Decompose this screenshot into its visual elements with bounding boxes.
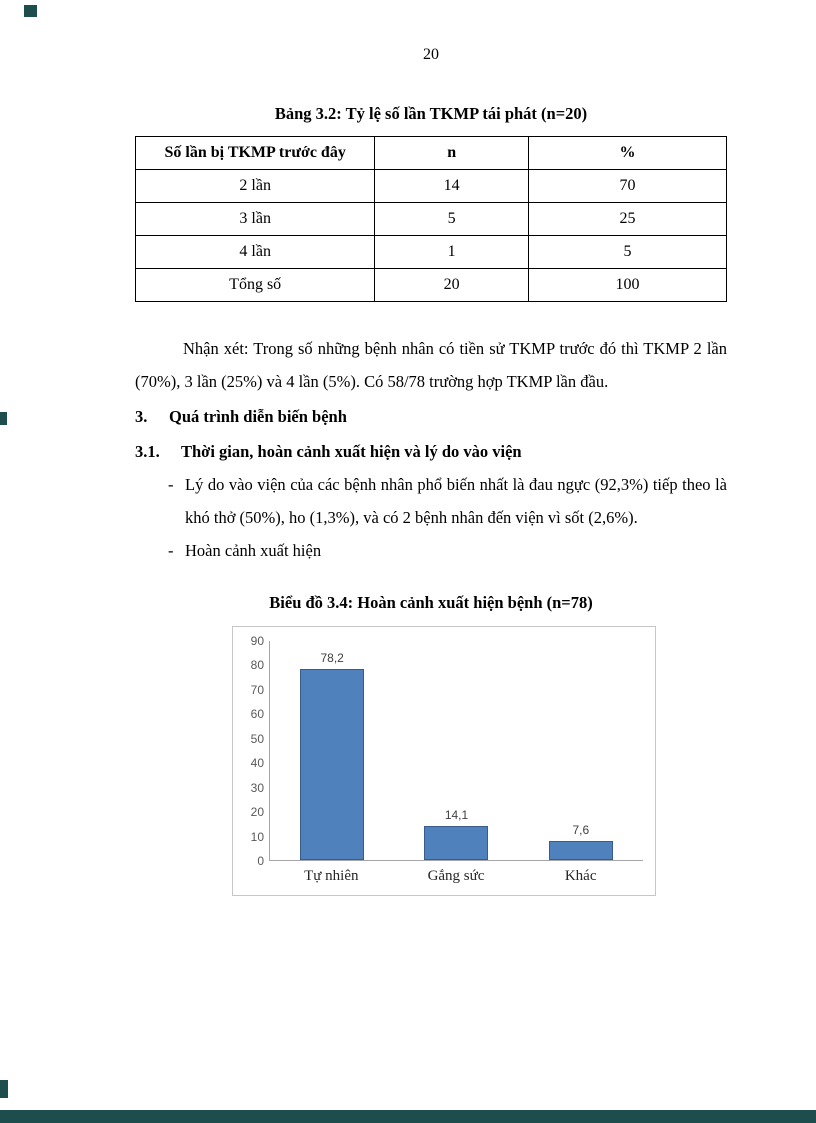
scan-artifact [0,412,7,425]
table-cell: 5 [529,236,727,269]
bar-chart [232,626,656,896]
bar-slot [270,641,394,860]
bullet-list [168,468,727,567]
bullet-dash: - [168,541,174,560]
table-header-row [136,137,727,170]
y-axis-tick-label: 30 [250,780,264,795]
table-header-cell: n [375,137,529,170]
x-axis-labels [269,868,643,885]
bullet-text: Lý do vào viện của các bệnh nhân phổ biến nhất là đau ngực (92,3%) tiếp theo là khó thở (50%), ho (1,3%), và có 2 bệnh nhân đến viện vì sốt (2,6%). [185,475,727,527]
chart-bar [300,669,364,860]
subsection-heading-text: Thời gian, hoàn cảnh xuất hiện và lý do vào viện [181,442,522,461]
table-header-cell: Số lần bị TKMP trước đây [136,137,375,170]
table-cell: 1 [375,236,529,269]
table-row [136,236,727,269]
table-cell: 5 [375,203,529,236]
y-axis-tick-label: 40 [250,756,264,771]
scan-artifact [0,1080,8,1098]
list-item [168,468,727,534]
bar-slot [519,641,643,860]
table-header-cell: % [529,137,727,170]
table-row [136,269,727,302]
y-axis-tick-label: 10 [250,829,264,844]
page-number: 20 [423,46,439,63]
table-title: Bảng 3.2: Tỷ lệ số lần TKMP tái phát (n=20) [274,104,588,123]
table-cell: 100 [529,269,727,302]
table-cell: Tổng số [136,269,375,302]
chart-title: Biểu đồ 3.4: Hoàn cảnh xuất hiện bệnh (n=78) [269,593,593,612]
y-axis-tick-label: 70 [250,682,264,697]
section-heading [135,400,727,433]
table-row [136,170,727,203]
chart-plot-wrapper [241,634,643,868]
plot-area [269,641,643,861]
x-axis-category-label: Tự nhiên [304,868,359,884]
section-heading-text: Quá trình diễn biến bệnh [169,407,347,426]
bar-value-label: 14,1 [444,807,469,822]
bar-value-label: 78,2 [320,650,344,665]
bar-value-label: 7,6 [572,823,590,838]
table-cell: 2 lần [136,170,375,203]
bar-slot [394,641,518,860]
bullet-dash: - [168,475,174,494]
table-cell: 14 [375,170,529,203]
y-axis [241,634,269,868]
subsection-number: 3.1. [135,442,160,461]
y-axis-tick-label: 50 [250,731,264,746]
table-cell: 4 lần [136,236,375,269]
y-axis-tick-label: 0 [257,854,264,868]
table-cell: 20 [375,269,529,302]
y-axis-tick-label: 90 [250,634,264,648]
subsection-heading [135,435,727,468]
section-number: 3. [135,407,148,426]
y-axis-tick-label: 60 [250,707,264,722]
x-axis-category-label: Gắng sức [427,868,485,884]
comment-paragraph: Nhận xét: Trong số những bệnh nhân có tiền sử TKMP trước đó thì TKMP 2 lần (70%), 3 lần (25%) và 4 lần (5%). Có 58/78 trường hợp TKMP lần đầu. [135,339,727,391]
data-table [135,136,727,302]
table-cell: 70 [529,170,727,203]
chart-bar [424,826,488,860]
table-cell: 25 [529,203,727,236]
scan-artifact [0,1110,816,1123]
table-row [136,203,727,236]
bullet-text: Hoàn cảnh xuất hiện [185,541,322,560]
x-axis-category-label: Khác [564,868,597,884]
scan-artifact [24,5,37,17]
chart-bar [549,841,613,860]
list-item [168,534,727,567]
table-cell: 3 lần [136,203,375,236]
page-content [135,0,727,896]
y-axis-tick-label: 20 [250,805,264,820]
y-axis-tick-label: 80 [250,658,264,673]
